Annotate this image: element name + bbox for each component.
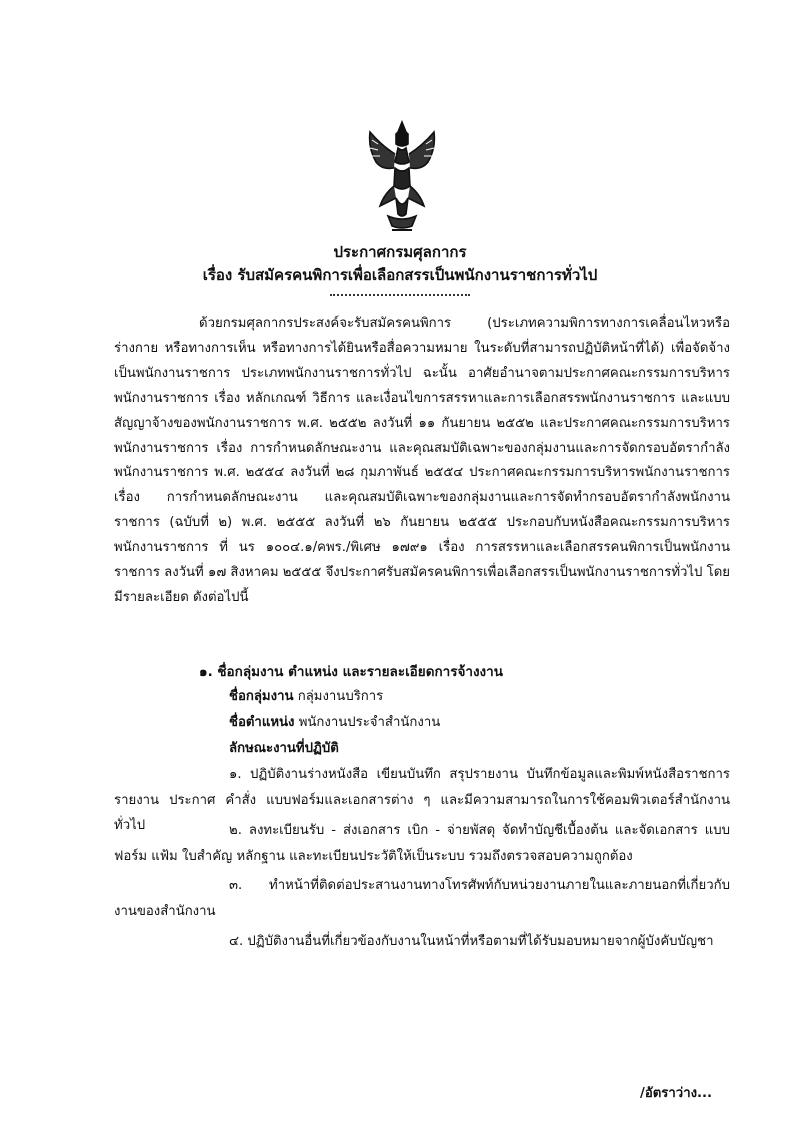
- duty-item: ๒. ลงทะเบียนรับ - ส่งเอกสาร เบิก - จ่ายพัสดุ จัดทำบัญชีเบื้องต้น และจัดเอกสาร แบบฟอร์ม แฟ้ม ใบสำคัญ หลักฐาน และทะเบียนประวัติให้เป็นระบบ รวมถึงตรวจสอบความถูกต้อง: [114, 823, 730, 864]
- section-heading: ๑. ชื่อกลุ่มงาน ตำแหน่ง และรายละเอียดการจ้างงาน: [199, 664, 503, 680]
- page-continuation: /อัตราว่าง...: [640, 1086, 713, 1101]
- position-label: ชื่อตำแหน่ง: [229, 715, 295, 730]
- duty-item: ๓. ทำหน้าที่ติดต่อประสานงานทางโทรศัพท์กับหน่วยงานภายในและภายนอกที่เกี่ยวกับงานของสำนักงาน: [114, 878, 730, 919]
- position-value: พนักงานประจำสำนักงาน: [298, 715, 441, 730]
- document-title: ประกาศกรมศุลกากร: [333, 243, 467, 261]
- group-row: [229, 685, 383, 706]
- dotted-separator: [330, 288, 470, 296]
- group-label: ชื่อกลุ่มงาน: [229, 689, 294, 704]
- duty-item: ๔. ปฏิบัติงานอื่นที่เกี่ยวข้องกับงานในหน้าที่หรือตามที่ได้รับมอบหมายจากผู้บังคับบัญชา: [229, 934, 714, 949]
- duties-heading: ลักษณะงานที่ปฏิบัติ: [229, 741, 339, 756]
- document-subject: เรื่อง รับสมัครคนพิการเพื่อเลือกสรรเป็นพนักงานราชการทั่วไป: [202, 266, 598, 284]
- position-row: [229, 711, 440, 732]
- duty-item: ๑. ปฏิบัติงานร่างหนังสือ เขียนบันทึก สรุปรายงาน บันทึกข้อมูลและพิมพ์หนังสือราชการ รายงาน ประกาศ คำสั่ง แบบฟอร์มและเอกสารต่าง ๆ และมีความสามารถในการใช้คอมพิวเตอร์สำนักงานทั่วไป: [114, 767, 730, 833]
- garuda-emblem-icon: [362, 118, 442, 233]
- intro-paragraph: ด้วยกรมศุลกากรประสงค์จะรับสมัครคนพิการ (ประเภทความพิการทางการเคลื่อนไหวหรือร่างกาย หรือทางการเห็น หรือทางการได้ยินหรือสื่อความหมาย ในระดับที่สามารถปฏิบัติหน้าที่ได้) เพื่อจัดจ้างเป็นพนักงานราชการ ประเภทพนักงานราชการทั่วไป ฉะนั้น อาศัยอำนาจตามประกาศคณะกรรมการบริหารพนักงานราชการ เรื่อง หลักเกณฑ์ วิธีการ และเงื่อนไขการสรรหาและการเลือกสรรพนักงานราชการ และแบบสัญญาจ้างของพนักงานราชการ พ.ศ. ๒๕๕๒ ลงวันที่ ๑๑ กันยายน ๒๕๕๒ และประกาศคณะกรรมการบริหารพนักงานราชการ เรื่อง การกำหนดลักษณะงาน และคุณสมบัติเฉพาะของกลุ่มงานและการจัดกรอบอัตรากำลังพนักงานราชการ พ.ศ. ๒๕๕๔ ลงวันที่ ๒๘ กุมภาพันธ์ ๒๕๕๔ ประกาศคณะกรรมการบริหารพนักงานราชการ เรื่อง การกำหนดลักษณะงาน และคุณสมบัติเฉพาะของกลุ่มงานและการจัดทำกรอบอัตรากำลังพนักงานราชการ (ฉบับที่ ๒) พ.ศ. ๒๕๕๕ ลงวันที่ ๒๖ กันยายน ๒๕๕๕ ประกอบกับหนังสือคณะกรรมการบริหารพนักงานราชการ ที่ นร ๑๐๐๔.๑/คพร./พิเศษ ๑๗๙๑ เรื่อง การสรรหาและเลือกสรรคนพิการเป็นพนักงานราชการ ลงวันที่ ๑๗ สิงหาคม ๒๕๕๕ จึงประกาศรับสมัครคนพิการเพื่อเลือกสรรเป็นพนักงานราชการทั่วไป โดยมีรายละเอียด ดังต่อไปนี้: [114, 316, 730, 605]
- group-value: กลุ่มงานบริการ: [297, 689, 384, 704]
